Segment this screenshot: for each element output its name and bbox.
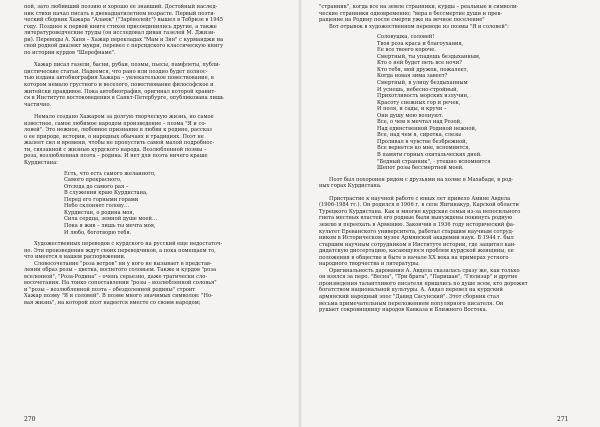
poem-line: Кто тебя, мой дружок, пожалеет, xyxy=(377,66,469,73)
text-line: гнета местных властей его родные были вынуждены покинуть родную xyxy=(319,215,513,222)
text-line: по истории курдов "Шерефнаме". xyxy=(24,49,116,56)
book-gutter xyxy=(298,0,302,427)
text-line: ращение на Родину после смерти уже на вечное поселение" xyxy=(319,17,485,24)
text-line: ти, связанной с жизнью курдского народа. Возлюбленной поэмы – xyxy=(24,146,207,153)
left-page xyxy=(24,4,286,420)
text-line: армянский народный эпос "Давид Сасунский". Этот сборник стал xyxy=(319,293,500,300)
poem-line: Курдистан, о родина моя, xyxy=(64,209,135,216)
right-poem xyxy=(377,34,581,171)
left-bottom-paragraph xyxy=(24,241,286,306)
text-line: ник стихи начал писать в двенадцатилетнем возрасте. Первый поэти- xyxy=(24,10,216,17)
poem-line: Твоя роза краса и благоухания, xyxy=(377,40,464,47)
left-top-paragraph xyxy=(24,4,286,56)
text-line: но. Эти произведения ждут своих переводчиков, а пока помещаем то, xyxy=(24,247,216,254)
poem-line: Самого прекрасного, xyxy=(64,177,122,184)
poem-line: Смертный, в улицу бездыханным xyxy=(377,80,468,87)
text-line: ческий сборник Хажара "Алаюк" ("Зарёволейс") вышел в Тебризе в 1945 xyxy=(24,17,224,24)
text-line: жалеет сил и времени, чтобы не пропустить самой малой подробнос- xyxy=(24,140,215,147)
text-line: цистические статьи. Надеемся, что рано или поздно будет полнос- xyxy=(24,68,208,75)
text-line: Оригинальность дарования А. Авдела сказалась сразу же, как только xyxy=(329,267,520,274)
text-line: Курдистана: xyxy=(24,160,58,167)
poem-line: Все вернется ко мне, вспомнится, xyxy=(377,145,471,152)
poem-line: Все, о чем я мечтал над Розой, xyxy=(377,119,462,126)
text-line: народного творчества и литературы. xyxy=(319,261,420,268)
text-line: лении образ розы – цветка, воспетого соловьем. Также и курдов "роза xyxy=(24,267,217,274)
text-line: о ее природе, истории, о народных обычаях и традициях. Поэт не xyxy=(24,133,204,140)
text-line: роза, возлюбленная поэта – родина. И нет для поэта ничего краше xyxy=(24,153,208,160)
text-line: землю и переехать в Армению. Закончив в 1936 году исторический фа- xyxy=(319,221,515,228)
right-top-paragraph xyxy=(319,4,581,30)
poem-line: И поля, и сады, и кручи – xyxy=(377,106,447,113)
poem-line: Красоту снежных гор и речек, xyxy=(377,99,461,106)
text-line: Словосочетание "роза ветров" ни у кого не вызывает в представ- xyxy=(34,260,212,267)
text-line: "странник", когда все на земле странники, курды – реальные и символи- xyxy=(319,4,519,10)
poem-line: Пока я жив – лишь ты мечта моя, xyxy=(64,222,156,229)
text-line: дидатскую диссертацию, касающуюся проблем курдской женщины, ее xyxy=(319,248,514,255)
text-line: Хажар писал газели, басни, рубаи, поэмы, пьесы, памфлеты, публи- xyxy=(34,62,221,69)
right-paragraph-2 xyxy=(319,196,581,268)
poem-line: Прихотливость морских излучин, xyxy=(377,93,469,100)
text-line: свой родной диалект мукри, перевел с персидского классическую книгу xyxy=(24,43,224,50)
text-line: что имеется в нашем распоряжении. xyxy=(24,254,126,261)
poem-line: Все, над чем я, сиротка, слезы xyxy=(377,132,462,139)
right-paragraph-3 xyxy=(319,268,581,314)
poem-line: Смертный, ты упадешь бездыханным, xyxy=(377,53,481,60)
text-line: ловей". Это нежное, любовное признание в любви к родине, рассказ xyxy=(24,127,212,134)
poem-line: В служении краю Курдистана, xyxy=(64,190,148,197)
text-line: пой, зато любивший поэзию и хорошо ее знавший. Достойный наслед- xyxy=(24,4,218,10)
poem-line: Проливал в чувстве безбрежной, xyxy=(377,138,468,145)
text-line: он взялся за перо. "Весна", "Три брата", "Паришан", "Гюлизар" и другие xyxy=(319,274,518,281)
text-line: Вот отрывок в художественном переводе из поэмы "Я и соловей": xyxy=(329,23,509,30)
right-paragraph-1 xyxy=(319,177,581,190)
left-poem xyxy=(64,171,286,236)
poem-line: Есть, что есть самого желанного, xyxy=(64,170,156,177)
left-paragraph-3 xyxy=(24,114,286,166)
poem-line: Соловушка, соловей! xyxy=(377,34,435,41)
text-line: ся в Институте востоковедения в Санкт-Петербурге, опубликована лишь xyxy=(24,95,224,102)
text-line: Пристрастие к научной работе с юных лет привело Амине Авдела xyxy=(329,195,511,202)
text-line: культет Ереванского университета, работал старшим научным сотруд- xyxy=(319,228,514,235)
poem-line: В памяти горных охитальческих дней. xyxy=(377,152,482,159)
text-line: известное, самое любимое народом произведение – поэма "Я и со- xyxy=(24,120,207,127)
poem-line: Шепот розы бессмертной моей. xyxy=(377,165,464,172)
left-paragraph-2 xyxy=(24,62,286,108)
right-page xyxy=(319,4,581,420)
poem-line: Сила сердца, земной душе моей… xyxy=(64,216,158,223)
text-line: ных горах Курдистана. xyxy=(319,183,382,190)
poem-line: Кто о ней будет петь все ночи? xyxy=(377,60,462,67)
text-line: Хажар поэму "Я и соловей". В поэме много значимых символов: "Но- xyxy=(24,293,213,300)
poem-line: Небо склоняет голову… xyxy=(64,203,130,210)
text-line: ри). Переводы А. Ханя – Хажар перекладах "Мам и Зин" с курманджи на xyxy=(24,36,224,43)
text-line: тью издана автобиография Хажара – увлекательное повествование, в xyxy=(24,75,214,82)
text-line: рушает сокровищницу народов Кавказа и Ближнего Востока. xyxy=(319,307,488,314)
left-page-number: 270 xyxy=(24,416,36,423)
text-line: богатством национальной культуры. А. Авдал перевел на курдский xyxy=(319,287,503,294)
poem-line: "Бедный странник", - утешно вспомнится xyxy=(377,158,491,165)
text-line: Художественных переводов с курдского на русский еще недостаточ- xyxy=(34,241,223,248)
text-line: вая жизнь", на которой поэт надеется вместе со своим народом; xyxy=(24,299,201,306)
text-line: частично. xyxy=(24,101,52,108)
poem-line: Перед его горными горами xyxy=(64,196,139,203)
text-line: котором немало грустного и веселого, повествование философское и xyxy=(24,82,214,89)
poem-line: Когда новая зима завеет? xyxy=(377,73,448,80)
poem-line: И любо, боготворю тебя. xyxy=(64,229,132,236)
text-line: положения в обществе и быте в начале XX века на примерах устного xyxy=(319,254,509,261)
text-line: старшим научным сотрудником в Институте истории, где защитил кан- xyxy=(319,241,516,248)
poem-line: И уснешь, небесно-стройный, xyxy=(377,86,459,93)
text-line: ником в Историческом музее Армянской академии наук. В 1944 г. был xyxy=(319,235,514,242)
poem-line: Над единственной Родиной нежной, xyxy=(377,125,477,132)
text-line: Немало создано Хажаром за долгую творческую жизнь, но самое xyxy=(34,114,214,121)
poem-line: Они душу мою волнуют. xyxy=(377,112,444,119)
text-line: и "розы – возлюбленной поэта – обездоленной родины" строит xyxy=(24,286,196,293)
text-line: житейски правдивое. Пока автобиография, оригинал которой хранит- xyxy=(24,88,216,95)
text-line: Поэт был похоронен рядом с друзьями на холме в Махабаде, в род- xyxy=(329,176,514,183)
text-line: Турецкого Курдистана. Как и многие курдские семьи из-за непосильного xyxy=(319,208,521,215)
poem-line: Ее все твоего короче. xyxy=(377,47,436,54)
text-line: вселенной", "Роза-Родина" – очень серьезно, даже трагически сло- xyxy=(24,273,208,280)
poem-line: Отсюда до самого рая – xyxy=(64,183,129,190)
text-line: восочетания. На тонко сопоставлении "розы – возлюбленной соловья" xyxy=(24,280,217,287)
text-line: весьма примечательным переложением популярного писателя. Он xyxy=(319,300,504,307)
right-page-number: 271 xyxy=(557,416,569,423)
text-line: году. Позднее к первой книге стихов присоединились другие, а также xyxy=(24,23,217,30)
text-line: (1906-1984 гг.). Он родился в 1906 г. в селе Янгинакур, Карской области xyxy=(319,202,519,209)
text-line: произведения талантливого писателя пришлись по душе всем, кто дорожит xyxy=(319,280,528,287)
text-line: ческие странники одновременно; "вера в бессмертие души и прев- xyxy=(319,10,503,17)
text-line: литературоведческие труды (он исследовал диван газелей М. Джизи- xyxy=(24,30,216,37)
